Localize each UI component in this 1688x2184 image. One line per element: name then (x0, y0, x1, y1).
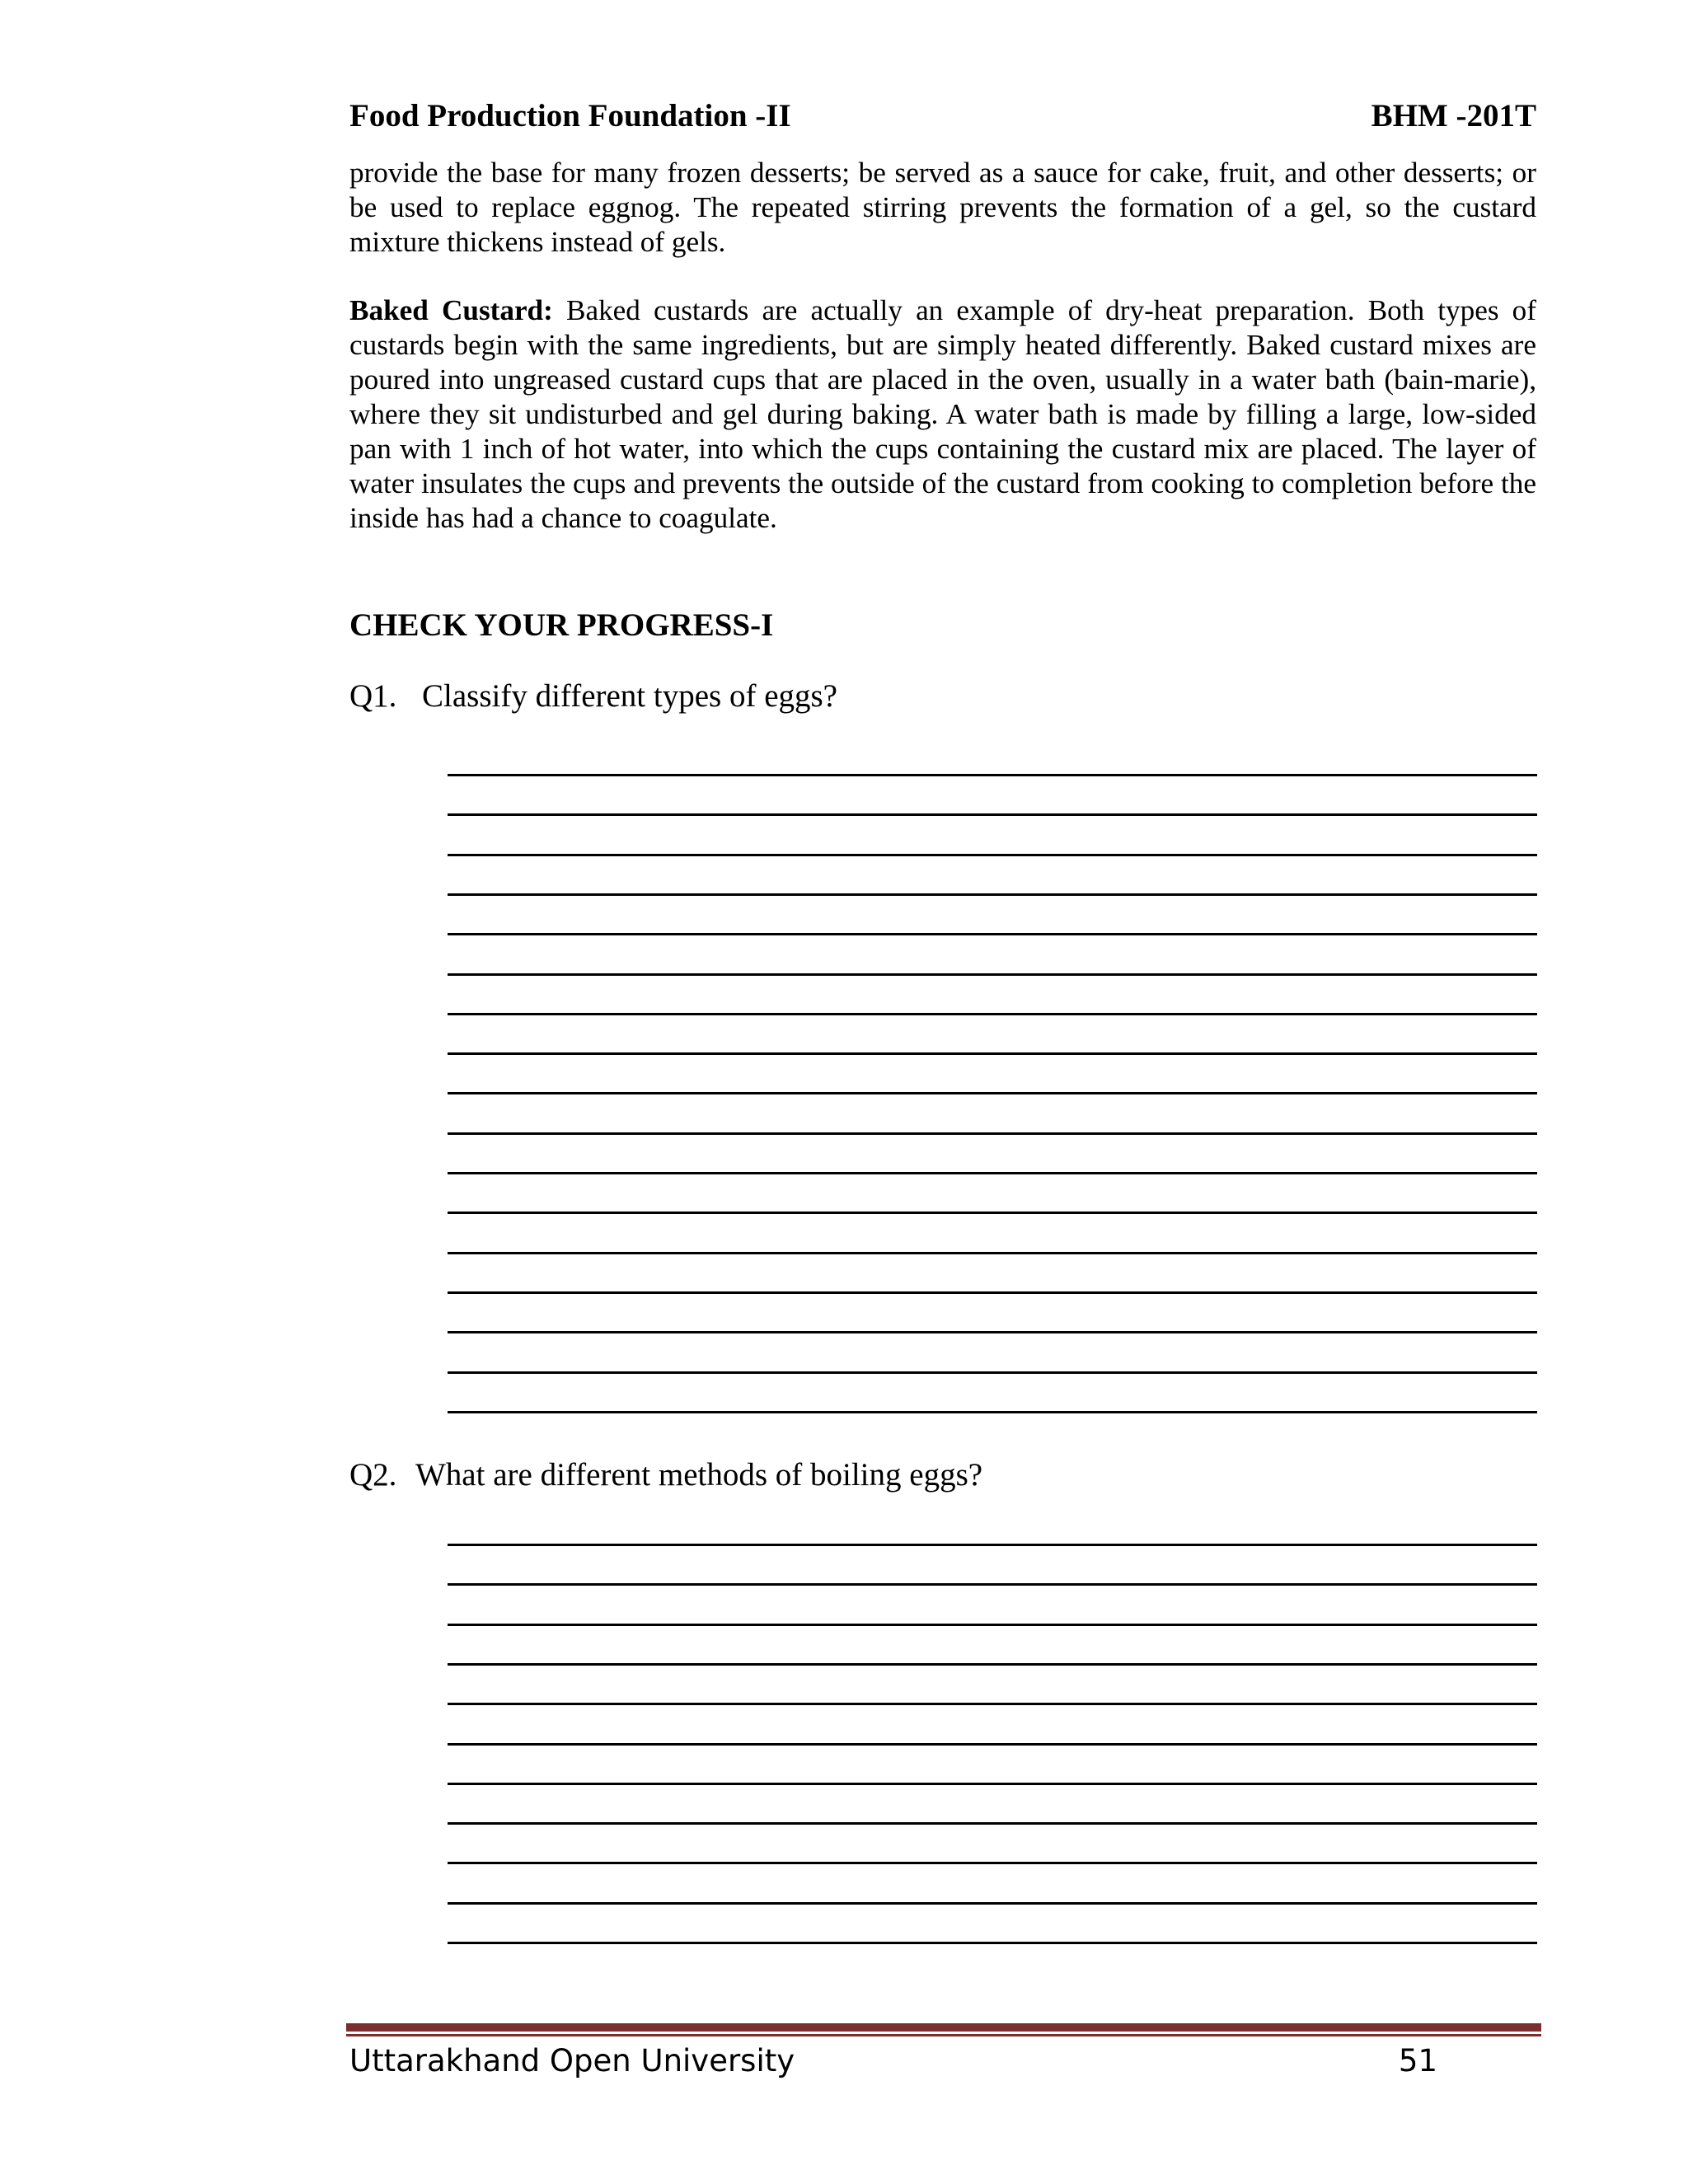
answer-line[interactable] (448, 1172, 1537, 1174)
answer-line[interactable] (448, 774, 1537, 776)
answer-line[interactable] (448, 973, 1537, 976)
answer-line[interactable] (448, 1252, 1537, 1254)
body-paragraph-custard-uses: provide the base for many frozen desserts; be served as a sauce for cake, fruit, and other desserts; or be used to replace eggnog. The repeated stirring prevents the formation of a gel, so the custard mixture thickens instead of gels. (349, 157, 1536, 258)
course-title: Food Production Foundation -II (349, 98, 791, 134)
question-1-text: Classify different types of eggs? (422, 678, 837, 714)
question-1 (349, 676, 837, 717)
answer-line[interactable] (448, 1862, 1537, 1864)
baked-custard-text: Baked custards are actually an example of dry-heat preparation. Both types of custards begin with the same ingredients, but are simply heated differently. Baked custard mixes are poured into ungreased custard cups that are placed in the oven, usually in a water bath (bain-marie), where they sit undisturbed and gel during baking. A water bath is made by filling a large, low-sided pan with 1 inch of hot water, into which the cups containing the custard mix are placed. The layer of water insulates the cups and prevents the outside of the custard from cooking to completion before the inside has had a chance to coagulate. (349, 294, 1536, 534)
answer-line[interactable] (448, 1371, 1537, 1374)
baked-custard-label: Baked Custard: (349, 294, 553, 326)
answer-line[interactable] (448, 1663, 1537, 1666)
footer-divider-thin (346, 2034, 1541, 2036)
answer-line[interactable] (448, 1291, 1537, 1294)
question-2 (349, 1455, 982, 1496)
answer-line[interactable] (448, 1624, 1537, 1626)
course-code: BHM -201T (1371, 98, 1536, 134)
answer-line[interactable] (448, 854, 1537, 856)
answer-line[interactable] (448, 1942, 1537, 1944)
page-header (349, 96, 1536, 137)
body-paragraph-baked-custard (349, 293, 1536, 536)
question-1-number: Q1. (349, 678, 397, 714)
answer-line[interactable] (448, 893, 1537, 896)
answer-line[interactable] (448, 1544, 1537, 1546)
question-2-text: What are different methods of boiling eggs? (415, 1457, 983, 1493)
answer-line[interactable] (448, 933, 1537, 935)
answer-line[interactable] (448, 1331, 1537, 1333)
question-2-number: Q2. (349, 1457, 397, 1493)
answer-line[interactable] (448, 1411, 1537, 1413)
university-name: Uttarakhand Open University (349, 2043, 795, 2079)
answer-line[interactable] (448, 1703, 1537, 1705)
answer-line[interactable] (448, 1822, 1537, 1825)
answer-line[interactable] (448, 1052, 1537, 1055)
answer-line[interactable] (448, 1583, 1537, 1586)
answer-line[interactable] (448, 1132, 1537, 1135)
answer-line[interactable] (448, 1743, 1537, 1746)
answer-line[interactable] (448, 1092, 1537, 1094)
footer-divider (346, 2023, 1541, 2032)
answer-line[interactable] (448, 1902, 1537, 1905)
answer-line[interactable] (448, 1013, 1537, 1015)
section-heading: CHECK YOUR PROGRESS-I (349, 607, 774, 643)
page-footer (349, 2041, 1437, 2082)
page-number: 51 (1398, 2043, 1437, 2079)
answer-line[interactable] (448, 1783, 1537, 1785)
answer-line[interactable] (448, 1212, 1537, 1214)
answer-line[interactable] (448, 813, 1537, 816)
